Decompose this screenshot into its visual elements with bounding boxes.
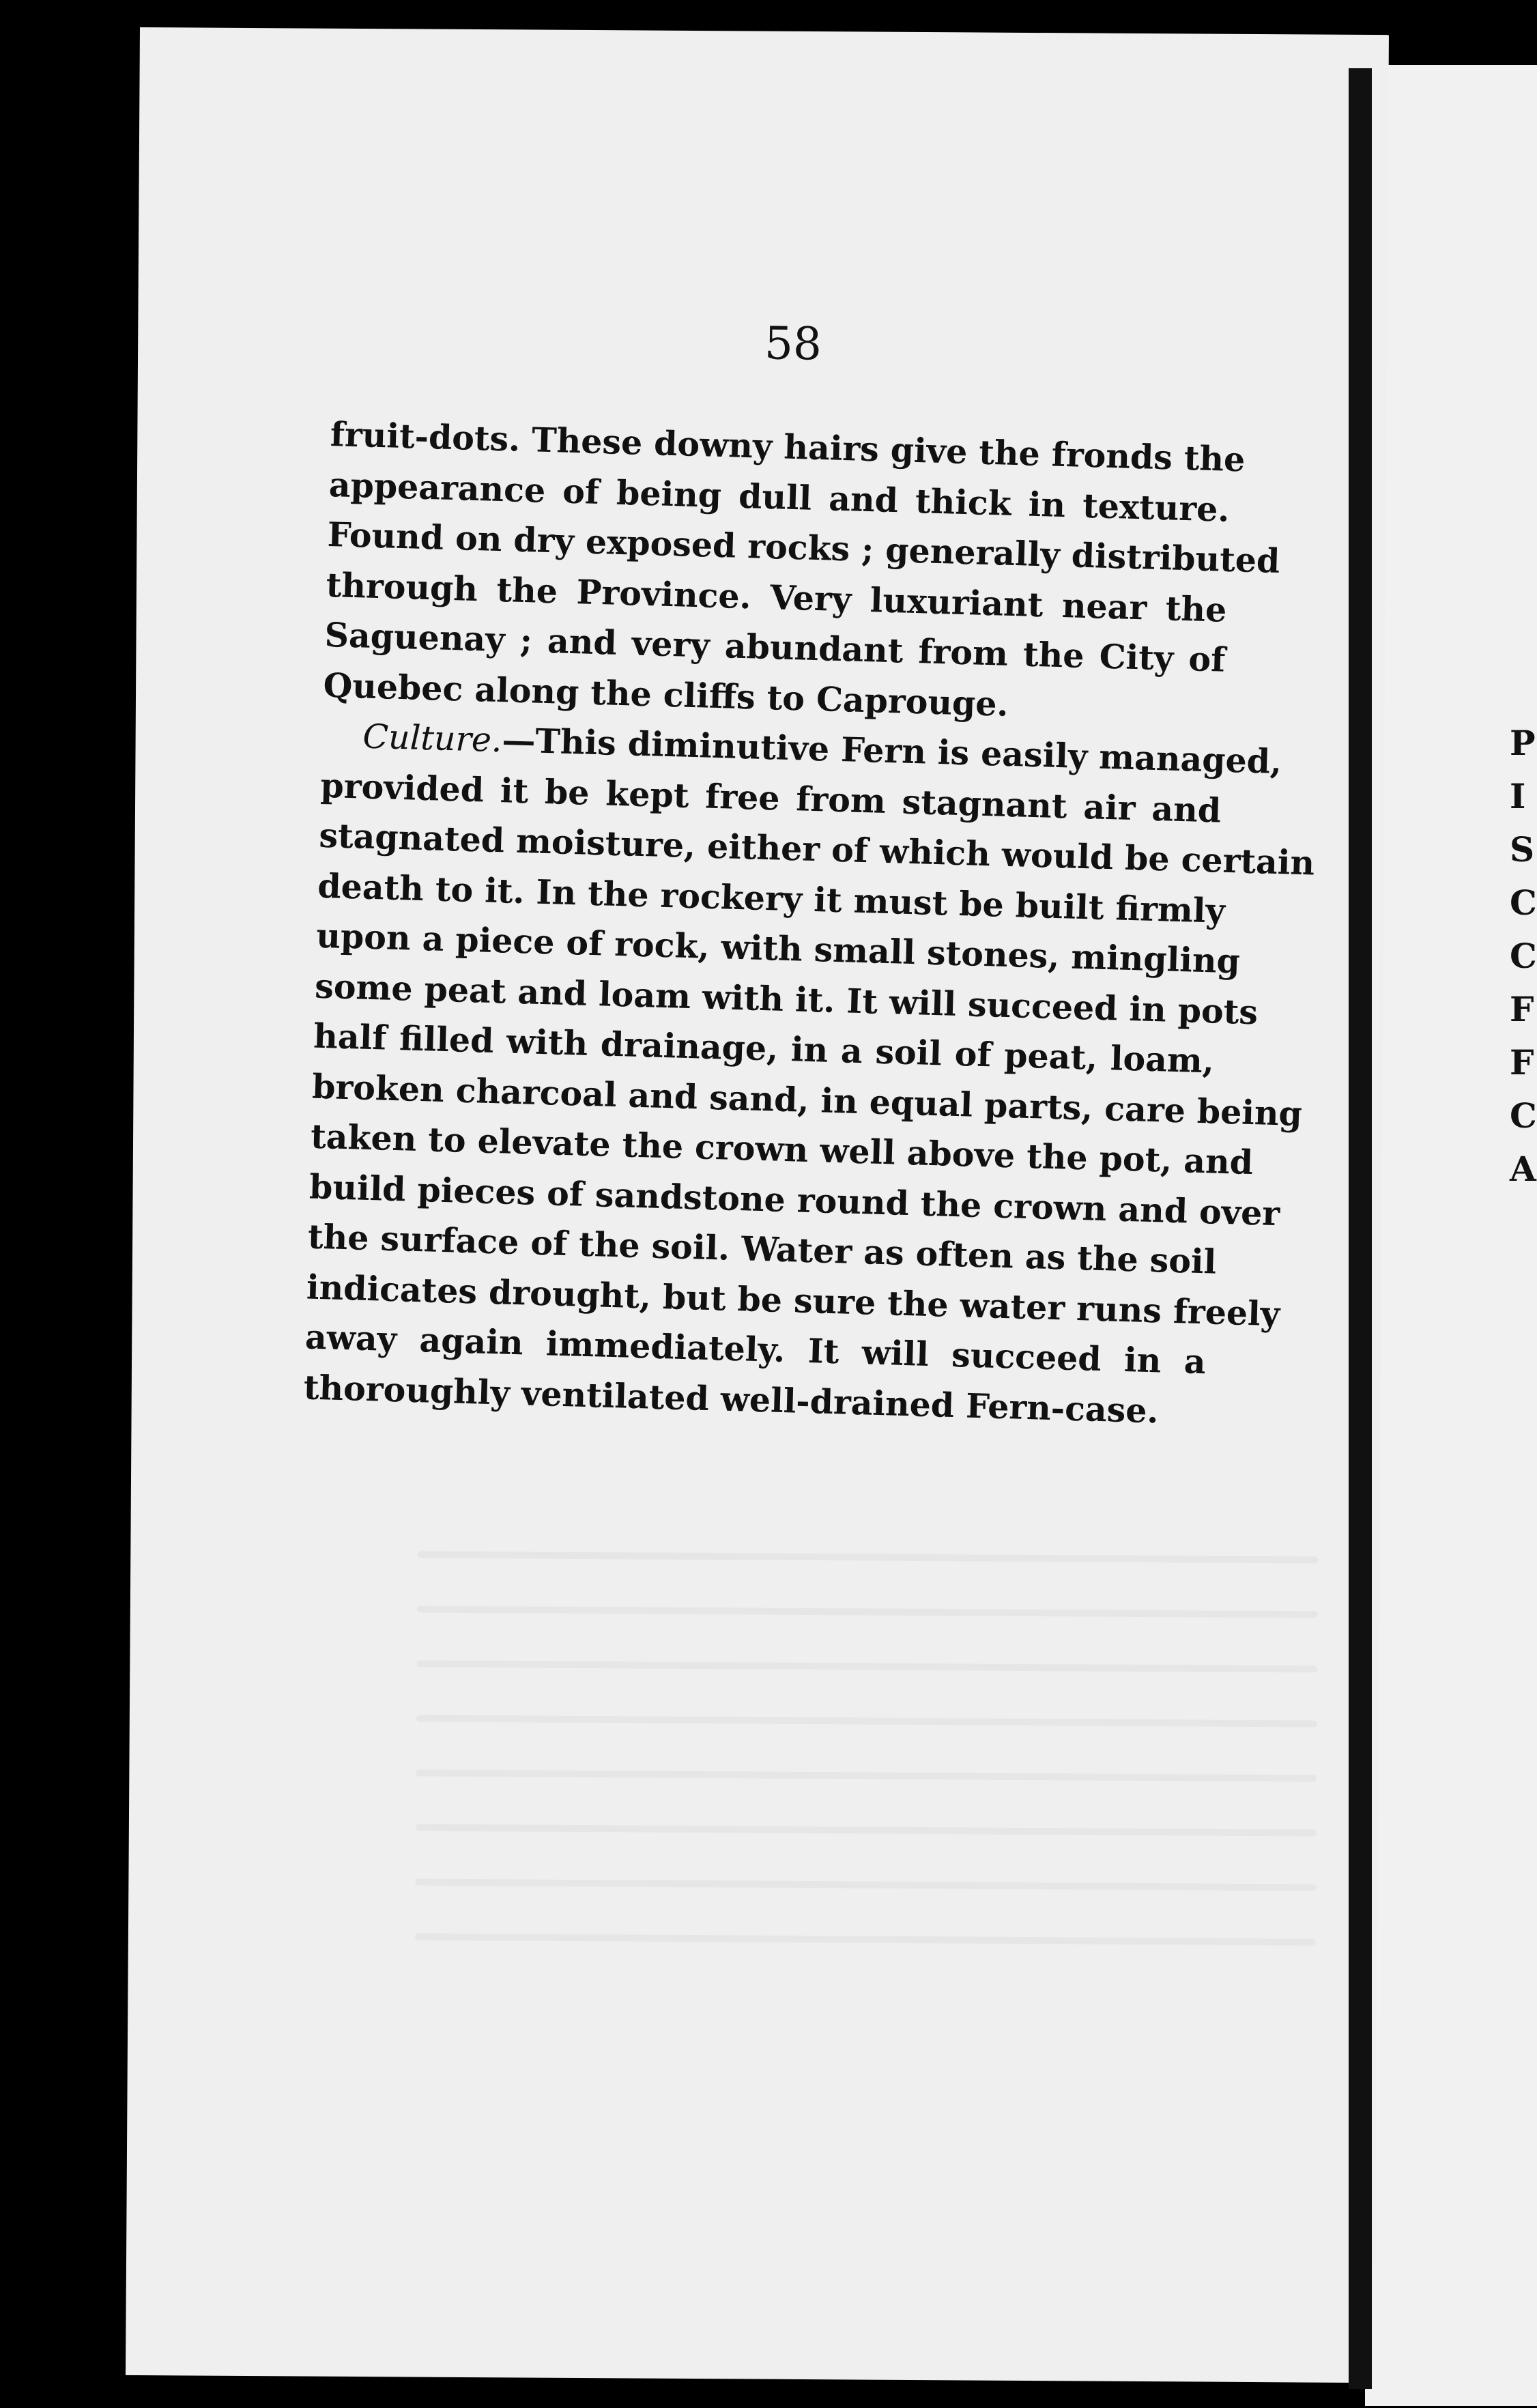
text-line: half filled with drainage, in a soil of peat, loam, xyxy=(313,1016,1215,1081)
facing-letter: A xyxy=(1510,1149,1536,1189)
facing-letter: C xyxy=(1510,883,1537,923)
text-line: stagnated moisture, either of which would be certain xyxy=(318,815,1315,883)
text-line: indicates drought, but be sure the water runs freely xyxy=(306,1267,1281,1334)
show-through-mark xyxy=(416,1824,1317,1837)
show-through-mark xyxy=(415,1879,1316,1891)
body-text xyxy=(303,410,1315,1437)
text-line: Found on dry exposed rocks ; generally distributed xyxy=(327,514,1281,581)
show-through-mark xyxy=(416,1770,1317,1782)
text-line: broken charcoal and sand, in equal parts, care being xyxy=(311,1066,1303,1134)
culture-heading: Culture. xyxy=(362,717,503,760)
facing-letter: F xyxy=(1510,1042,1534,1083)
show-through-mark xyxy=(417,1606,1318,1618)
text-line: the surface of the soil. Water as often as the soil xyxy=(307,1216,1218,1282)
show-through-mark xyxy=(416,1715,1317,1728)
facing-page-letters xyxy=(1510,717,1537,1196)
text-line: provided it be kept free from stagnant air and xyxy=(319,765,1222,831)
text-line: away again immediately. It will succeed in a xyxy=(304,1317,1207,1382)
text-line: death to it. In the rockery it must be built firmly xyxy=(317,865,1226,931)
text-line: some peat and loam with it. It will succeed in pots xyxy=(314,966,1259,1032)
facing-letter: C xyxy=(1510,936,1537,976)
text-line: upon a piece of rock, with small stones, mingling xyxy=(315,915,1241,981)
text-line: Saguenay ; and very abundant from the City of xyxy=(324,614,1226,680)
facing-letter: P xyxy=(1510,723,1536,763)
text-line: taken to elevate the crown well above the pot, and xyxy=(310,1116,1254,1183)
text-line: fruit-dots. These downy hairs give the fronds the xyxy=(330,414,1246,480)
text-span: —This diminutive Fern is easily managed, xyxy=(501,720,1282,782)
facing-page xyxy=(1365,65,1537,2406)
text-line: through the Province. Very luxuriant near the xyxy=(326,564,1228,630)
text-line: build pieces of sandstone round the crown and over xyxy=(308,1166,1281,1233)
show-through-mark xyxy=(417,1551,1318,1564)
text-line: thoroughly ventilated well-drained Fern-case. xyxy=(303,1366,1160,1431)
text-line: Quebec along the cliffs to Caprouge. xyxy=(322,665,1009,724)
facing-letter: S xyxy=(1510,829,1535,870)
facing-letter: I xyxy=(1510,776,1526,816)
text-line: appearance of being dull and thick in texture. xyxy=(328,464,1231,530)
facing-letter: F xyxy=(1510,989,1534,1029)
facing-letter: C xyxy=(1510,1095,1537,1136)
show-through-mark xyxy=(416,1661,1317,1673)
page-number: 58 xyxy=(764,317,822,371)
book-gutter xyxy=(1349,68,1372,2389)
show-through-mark xyxy=(415,1934,1316,1946)
